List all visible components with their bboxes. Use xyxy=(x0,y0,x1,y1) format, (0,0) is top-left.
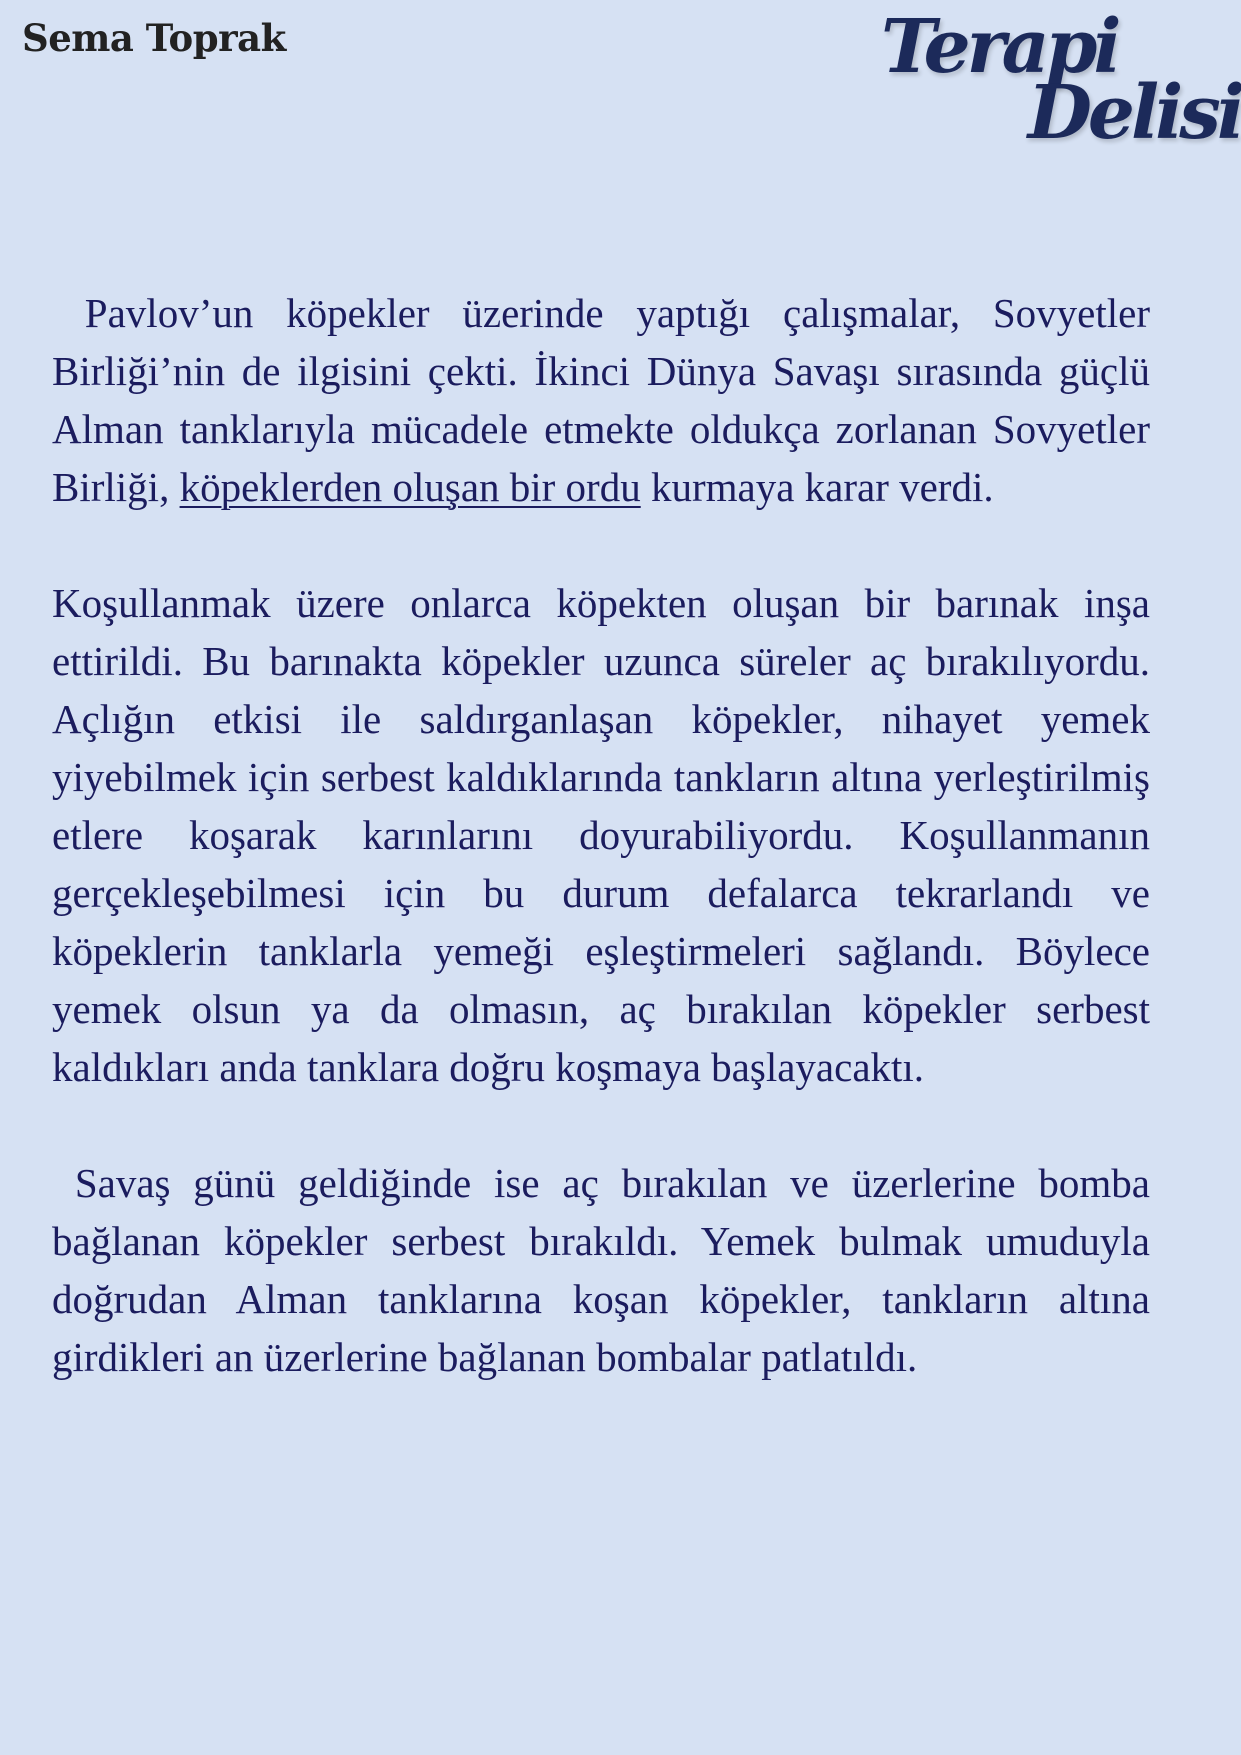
paragraph-2: Koşullanmak üzere onlarca köpekten oluşan bir barınak inşa ettirildi. Bu barınakta köpekler uzunca süreler aç bırakılıyordu. Açlığın etkisi ile saldırganlaşan köpekler, nihayet yemek yiyebilmek için serbest kaldıklarında tankların altına yerleştirilmiş etlere koşarak karınlarını doyurabiliyordu. Koşullanmanın gerçekleşebilmesi için bu durum defalarca tekrarlandı ve köpeklerin tanklarla yemeği eşleştirmeleri sağlandı. Böylece yemek olsun ya da olmasın, aç bırakılan köpekler serbest kaldıkları anda tanklara doğru koşmaya başlayacaktı. xyxy=(52,580,1150,1090)
brand-logo-line-2: Delisi xyxy=(1027,70,1241,156)
brand-logo-line-1: Terapi xyxy=(881,4,1118,90)
paragraph-1-text-start: Pavlov’un köpekler üzerinde yaptığı çalışmalar, Sovyetler Birliği’nin de ilgisini çekti. İkinci Dünya Savaşı sırasında güçlü Alman tanklarıyla mücadele etmekte oldukça zorlanan Sovyetler Birliği, xyxy=(52,290,1150,510)
underlined-phrase: köpeklerden oluşan bir ordu xyxy=(179,464,641,510)
paragraph-3: Savaş günü geldiğinde ise aç bırakılan ve üzerlerine bomba bağlanan köpekler serbest bırakıldı. Yemek bulmak umuduyla doğrudan Alman tanklarına koşan köpekler, tankların altına girdikleri an üzerlerine bağlanan bombalar patlatıldı. xyxy=(52,1160,1150,1380)
article-body xyxy=(52,284,1150,1386)
author-name: Sema Toprak xyxy=(22,16,286,60)
brand-logo xyxy=(881,2,1241,162)
paragraph-1-text-end: kurmaya karar verdi. xyxy=(640,464,994,510)
paragraph-1 xyxy=(52,284,1150,516)
